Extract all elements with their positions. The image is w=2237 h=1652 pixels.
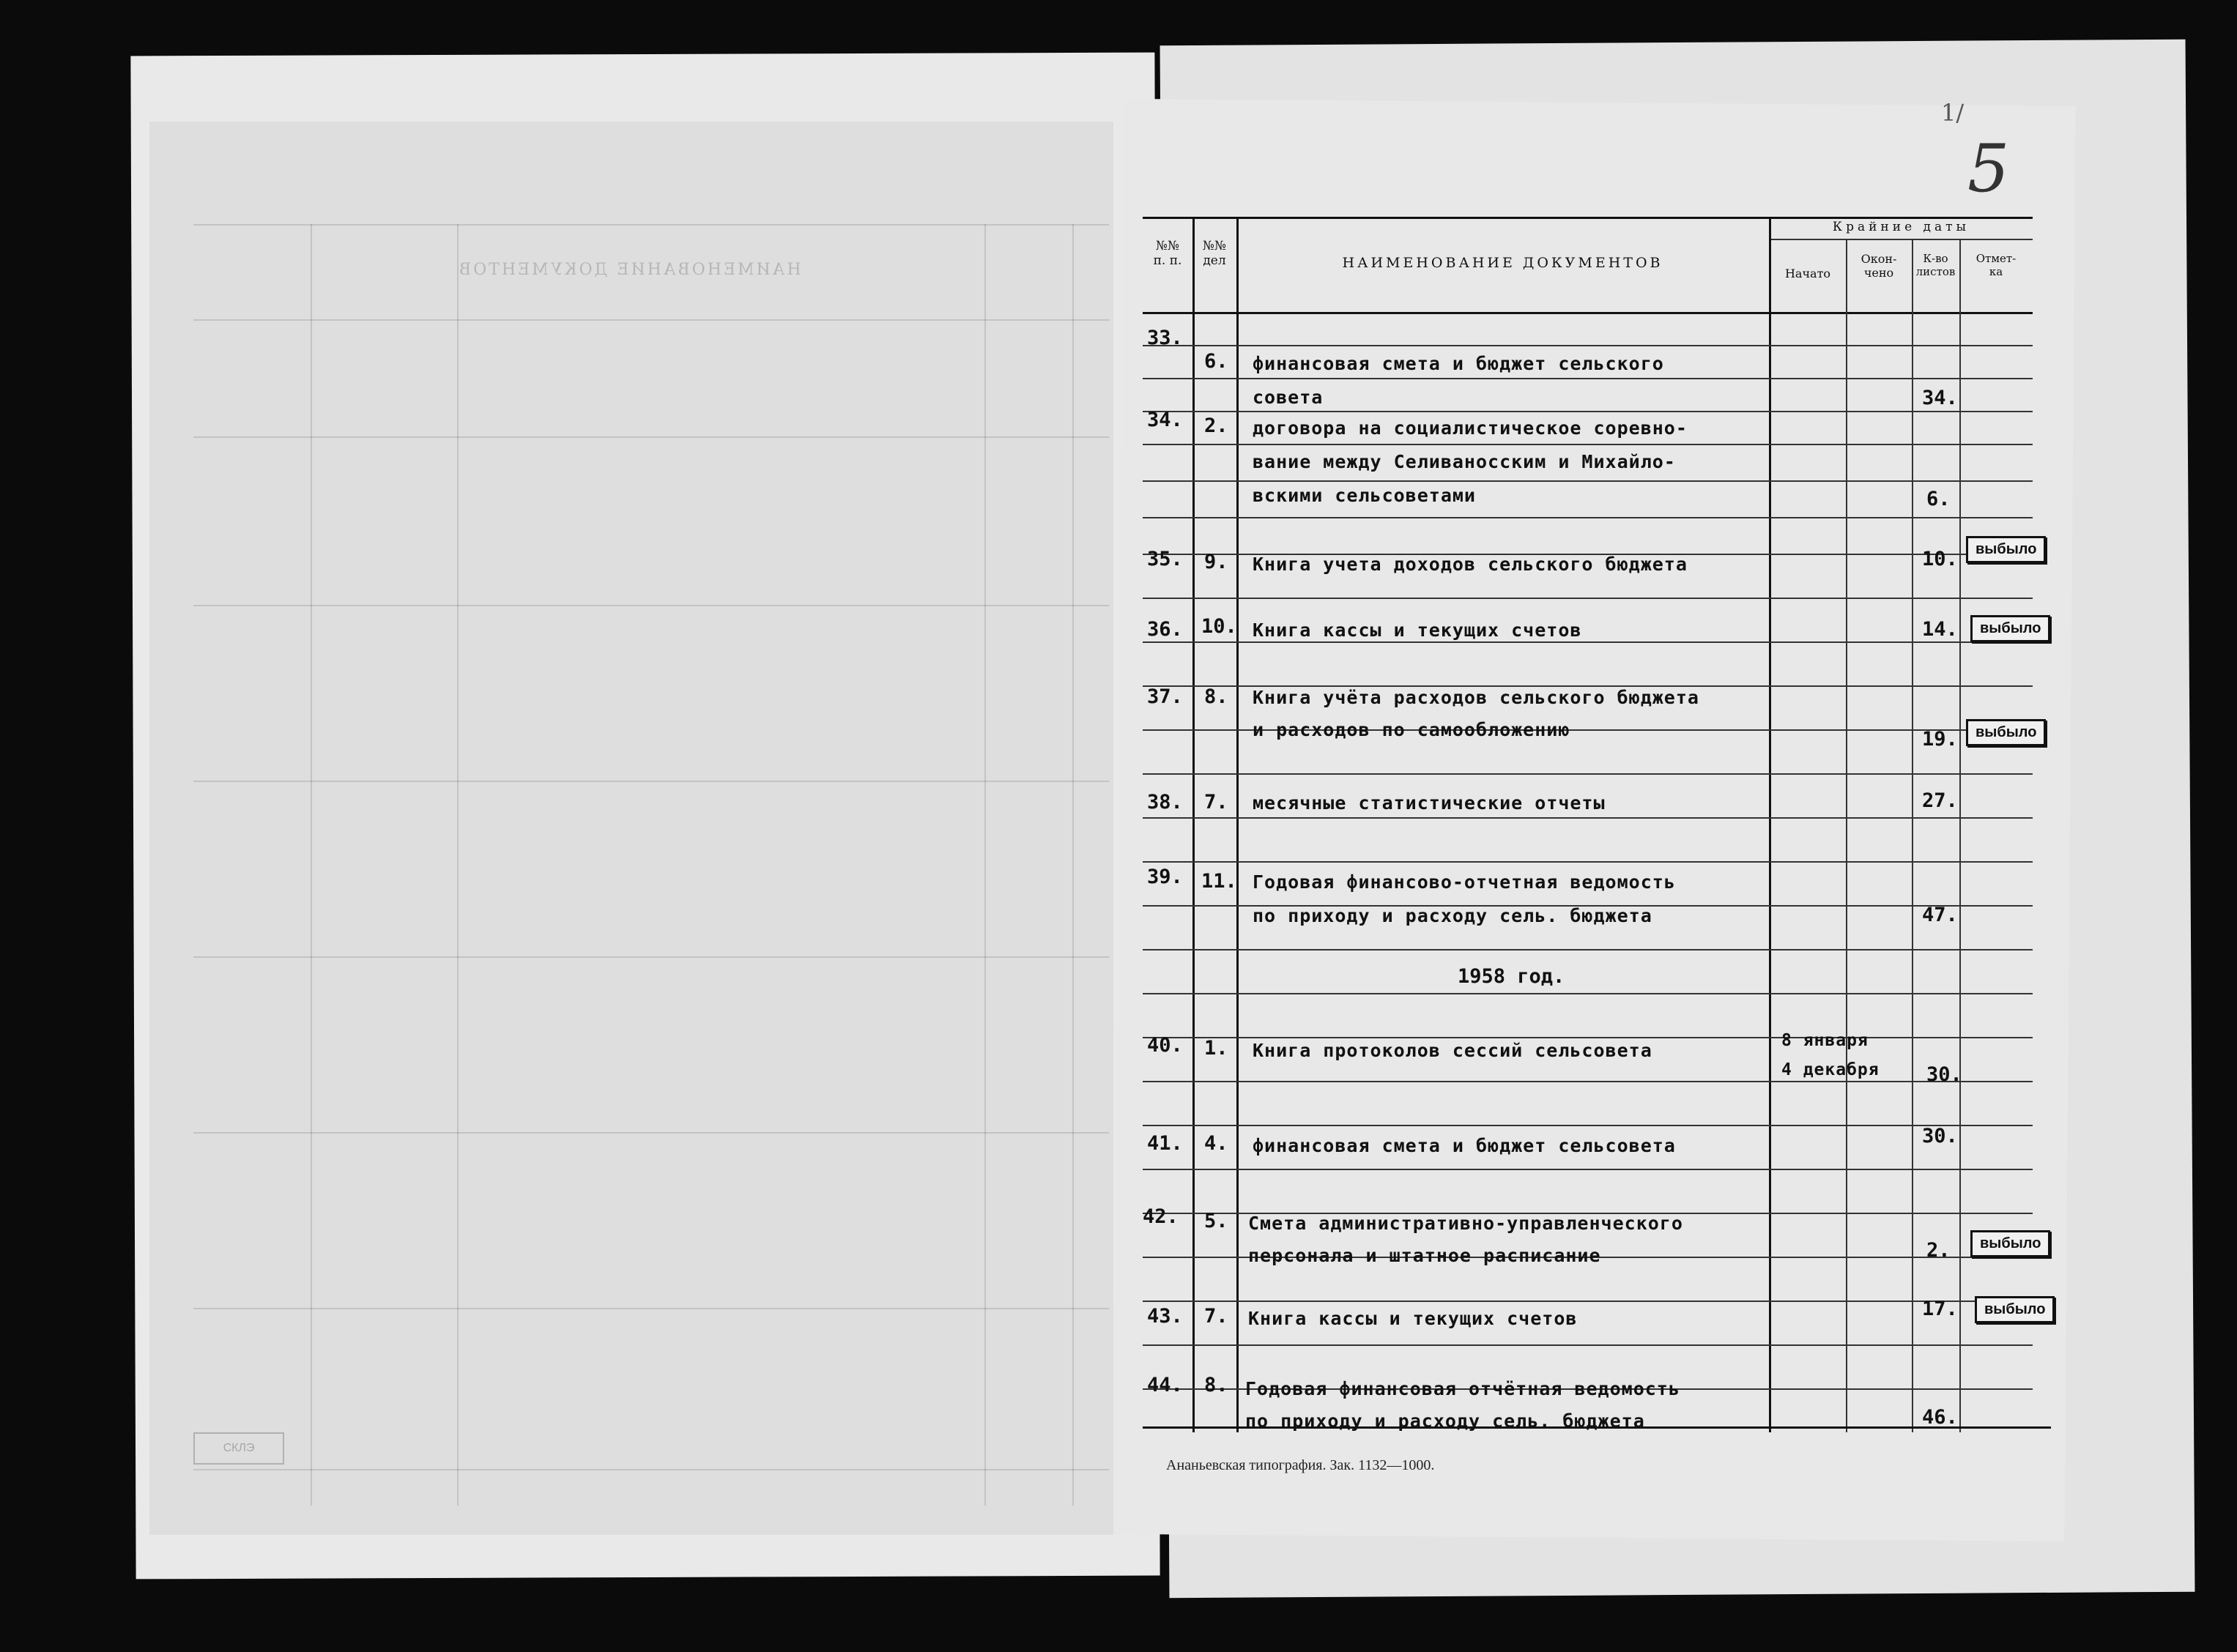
document-title-line: вание между Селиваносским и Михайло- [1253, 451, 1676, 472]
document-title-line: по приходу и расходу сель. бюджета [1253, 905, 1652, 926]
header-sheet-count: К-во листов [1915, 252, 1956, 278]
document-title-line: Книга кассы и текущих счетов [1253, 620, 1582, 641]
case-number: 2. [1204, 414, 1228, 437]
row-number: 33. [1147, 327, 1183, 349]
header-document-name: НАИМЕНОВАНИЕ ДОКУМЕНТОВ [1342, 255, 1663, 271]
case-number: 7. [1204, 791, 1228, 814]
row-number: 43. [1147, 1305, 1183, 1328]
document-title-line: совета [1253, 387, 1324, 408]
row-number: 44. [1147, 1374, 1183, 1396]
document-title-line: Смета административно-управленческого [1248, 1213, 1683, 1234]
case-number: 10. [1201, 615, 1237, 638]
case-number: 8. [1204, 685, 1228, 708]
withdrawn-stamp: выбыло [1970, 1230, 2050, 1257]
document-title-line: Книга учета доходов сельского бюджета [1253, 554, 1688, 575]
header-case-number: №№ дел [1202, 239, 1227, 268]
sheet-count: 17. [1922, 1298, 1958, 1320]
header-end-date: Окон- чено [1861, 252, 1897, 280]
row-number: 36. [1147, 618, 1183, 641]
row-number: 40. [1147, 1034, 1183, 1057]
ghost-header: НАИМЕНОВАНИЕ ДОКУМЕНТОВ [457, 261, 801, 279]
sheet-count: 46. [1922, 1406, 1958, 1429]
document-title-line: Книга кассы и текущих счетов [1248, 1308, 1578, 1329]
document-title-line: вскими сельсоветами [1253, 485, 1476, 506]
sheet-count: 30. [1926, 1063, 1962, 1086]
year-heading: 1958 год. [1458, 965, 1565, 988]
page-number: 5 [1967, 130, 2010, 207]
row-number: 39. [1147, 866, 1183, 888]
row-number: 37. [1147, 685, 1183, 708]
document-title-line: месячные статистические отчеты [1253, 792, 1606, 814]
case-number: 7. [1204, 1305, 1228, 1328]
document-title-line: и расходов по самообложению [1253, 719, 1570, 740]
case-number: 5. [1204, 1210, 1228, 1232]
header-row-number: №№ п. п. [1153, 239, 1182, 268]
document-title-line: финансовая смета и бюджет сельского [1253, 353, 1664, 374]
row-number: 38. [1147, 791, 1183, 814]
document-title-line: Годовая финансовая отчётная ведомость [1245, 1378, 1680, 1399]
row-number: 41. [1147, 1132, 1183, 1155]
withdrawn-stamp: выбыло [1970, 615, 2050, 642]
case-number: 6. [1204, 350, 1228, 373]
case-number: 4. [1204, 1132, 1228, 1155]
withdrawn-stamp: выбыло [1966, 536, 2046, 563]
sheet-count: 10. [1922, 548, 1958, 570]
case-number: 11. [1201, 870, 1237, 893]
header-dates-group: Крайние даты [1832, 220, 1970, 234]
header-start-date: Начато [1784, 267, 1831, 280]
start-date: 8 января [1781, 1031, 1869, 1050]
case-number: 9. [1204, 551, 1228, 573]
document-title-line: персонала и штатное расписание [1248, 1245, 1601, 1266]
row-number: 42. [1143, 1205, 1179, 1228]
document-title-line: Книга протоколов сессий сельсовета [1253, 1040, 1652, 1061]
row-number: 34. [1147, 409, 1183, 431]
case-number: 1. [1204, 1037, 1228, 1060]
header-note: Отмет- ка [1976, 252, 2017, 278]
corner-mark: 1/ [1941, 99, 1965, 127]
sheet-count: 19. [1922, 728, 1958, 751]
row-number: 35. [1147, 548, 1183, 570]
left-page-inner [149, 122, 1113, 1535]
document-title-line: Книга учёта расходов сельского бюджета [1253, 687, 1699, 708]
sheet-count: 34. [1922, 387, 1958, 409]
sheet-count: 14. [1922, 618, 1958, 641]
end-date: 4 декабря [1781, 1060, 1880, 1079]
sheet-count: 2. [1926, 1239, 1951, 1262]
document-title-line: по приходу и расходу сель. бюджета [1245, 1410, 1645, 1432]
document-title-line: договора на социалистическое соревно- [1253, 417, 1688, 439]
sheet-count: 30. [1922, 1125, 1958, 1147]
sheet-count: 27. [1922, 789, 1958, 812]
document-inventory-table [1143, 217, 2051, 1432]
document-title-line: финансовая смета и бюджет сельсовета [1253, 1135, 1676, 1156]
case-number: 8. [1204, 1374, 1228, 1396]
sheet-count: 47. [1922, 904, 1958, 926]
ghost-stamp: СКЛЭ [193, 1432, 284, 1465]
document-title-line: Годовая финансово-отчетная ведомость [1253, 871, 1676, 893]
sheet-count: 6. [1926, 488, 1951, 510]
withdrawn-stamp: выбыло [1966, 719, 2046, 746]
withdrawn-stamp: выбыло [1975, 1296, 2055, 1323]
printer-footer: Ананьевская типография. Зак. 1132—1000. [1166, 1457, 1435, 1473]
